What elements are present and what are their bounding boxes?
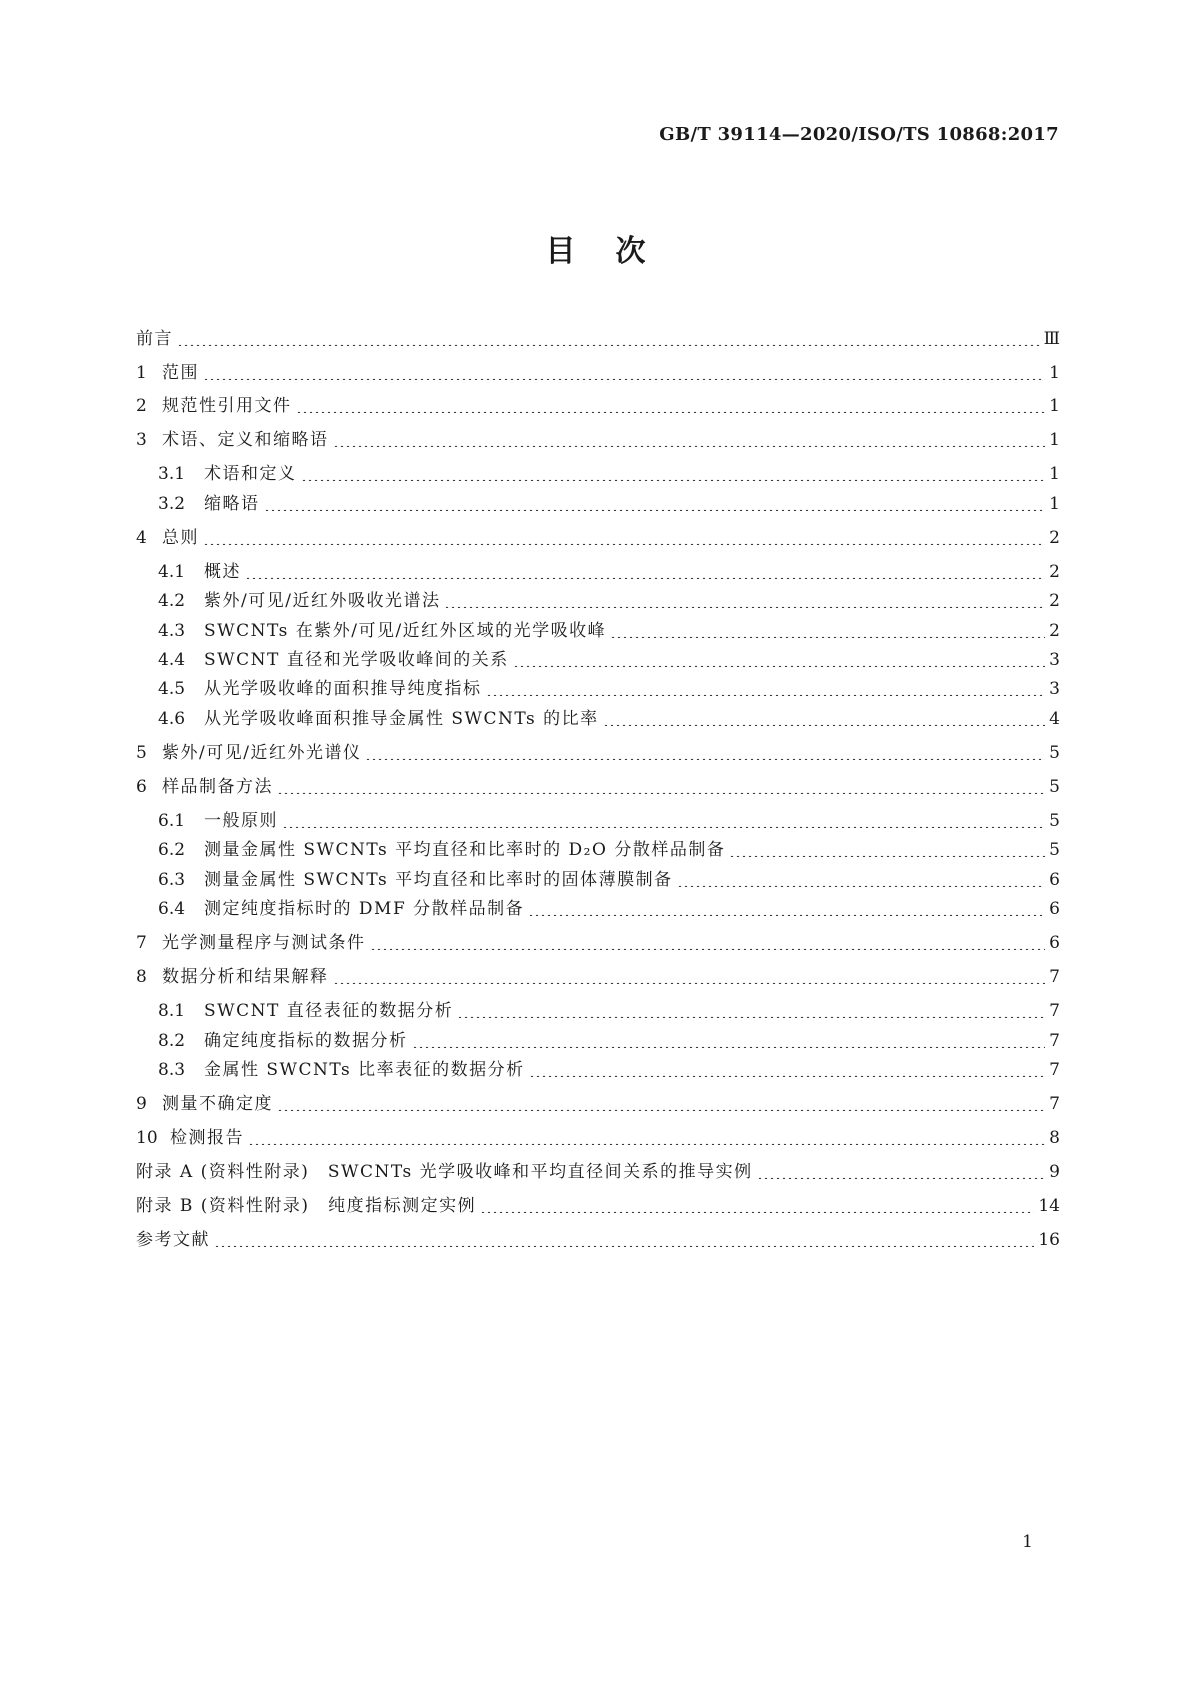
toc-entry[interactable] [136,391,1060,415]
toc-entry-number: 4.2 [158,591,186,611]
toc-entry[interactable] [136,425,1060,449]
toc-entry-page: 3 [1049,679,1060,699]
toc-entry-label: 紫外/可见/近红外吸收光谱法 [204,591,441,611]
toc-entry-label: 附录 B (资料性附录) 纯度指标测定实例 [136,1196,477,1216]
toc-entry-page: 2 [1049,591,1060,611]
toc-leader-dots [301,461,1046,481]
toc-entry-number: 2 [136,396,147,416]
toc-entry-number: 4.3 [158,621,186,641]
toc-entry-label: 从光学吸收峰面积推导金属性 SWCNTs 的比率 [204,709,599,729]
toc-entry-label: 缩略语 [204,494,260,514]
toc-entry[interactable] [158,674,1060,698]
toc-entry-label: 确定纯度指标的数据分析 [204,1031,408,1051]
toc-leader-dots [677,867,1046,887]
toc-leader-dots [729,837,1045,857]
toc-entry[interactable] [136,772,1060,796]
toc-entry-page: 5 [1049,811,1060,831]
toc-leader-dots [245,559,1045,579]
toc-leader-dots [480,1193,1034,1213]
toc-entry[interactable] [158,996,1060,1020]
toc-entry[interactable] [158,1026,1060,1050]
toc-entry-number: 6.2 [158,840,186,860]
toc-entry-page: 8 [1049,1128,1060,1148]
toc-entry[interactable] [136,358,1060,382]
toc-entry-number: 4 [136,528,147,548]
toc-entry-label: 术语和定义 [204,464,297,484]
toc-entry[interactable] [136,1157,1060,1181]
toc-entry-label: SWCNT 直径和光学吸收峰间的关系 [204,650,509,670]
toc-entry-page: 9 [1049,1162,1060,1182]
toc-entry-label: 范围 [162,363,199,383]
toc-entry[interactable] [136,1225,1060,1249]
toc-entry[interactable] [136,962,1060,986]
toc-entry-number: 9 [136,1094,147,1114]
toc-entry-label: SWCNTs 在紫外/可见/近红外区域的光学吸收峰 [204,621,607,641]
toc-entry-number: 10 [136,1128,158,1148]
toc-entry-page: 2 [1049,528,1060,548]
toc-leader-dots [444,588,1045,608]
toc-leader-dots [214,1227,1034,1247]
toc-entry-page: 1 [1049,363,1060,383]
toc-entry-label: 参考文献 [136,1230,210,1250]
toc-entry[interactable] [158,489,1060,513]
toc-leader-dots [177,326,1040,346]
toc-entry-label: 光学测量程序与测试条件 [162,933,366,953]
toc-entry[interactable] [158,704,1060,728]
toc-entry-number: 3.2 [158,494,186,514]
toc-entry[interactable] [158,586,1060,610]
toc-entry-label: 数据分析和结果解释 [162,967,329,987]
toc-entry-page: 5 [1049,777,1060,797]
toc-entry-label: 检测报告 [170,1128,244,1148]
toc-entry[interactable] [158,835,1060,859]
toc-leader-dots [264,491,1046,511]
toc-entry-page: Ⅲ [1043,329,1060,349]
toc-entry-number: 8 [136,967,147,987]
toc-entry-page: 1 [1049,494,1060,514]
toc-entry-page: 7 [1049,1001,1060,1021]
toc-leader-dots [610,618,1045,638]
toc-entry-label: 附录 A (资料性附录) SWCNTs 光学吸收峰和平均直径间关系的推导实例 [136,1162,753,1182]
toc-entry-page: 14 [1038,1196,1060,1216]
toc-entry-page: 3 [1049,650,1060,670]
toc-entry-page: 6 [1049,899,1060,919]
toc-entry-number: 4.6 [158,709,186,729]
toc-entry[interactable] [158,806,1060,830]
toc-entry-page: 16 [1038,1230,1060,1250]
toc-entry-label: 测量金属性 SWCNTs 平均直径和比率时的固体薄膜制备 [204,870,673,890]
toc-entry-label: 样品制备方法 [162,777,273,797]
toc-entry-label: 总则 [162,528,199,548]
toc-leader-dots [528,896,1045,916]
toc-leader-dots [513,647,1045,667]
toc-entry-label: 测量不确定度 [162,1094,273,1114]
toc-entry-number: 1 [136,363,147,383]
page-title: 目次 [545,234,686,269]
toc-entry[interactable] [158,645,1060,669]
toc-entry[interactable] [158,616,1060,640]
toc-entry-page: 7 [1049,967,1060,987]
toc-entry-number: 8.2 [158,1031,186,1051]
toc-entry-label: 紫外/可见/近红外光谱仪 [162,743,362,763]
toc-entry-number: 4.1 [158,562,186,582]
toc-entry-label: 测定纯度指标时的 DMF 分散样品制备 [204,899,525,919]
toc-entry-page: 1 [1049,430,1060,450]
toc-leader-dots [203,525,1045,545]
toc-entry-page: 1 [1049,464,1060,484]
toc-entry-page: 2 [1049,562,1060,582]
toc-entry[interactable] [136,523,1060,547]
page-number: 1 [1022,1532,1033,1552]
toc-entry-page: 6 [1049,870,1060,890]
toc-entry-number: 7 [136,933,147,953]
toc-entry[interactable] [136,1089,1060,1113]
toc-leader-dots [457,998,1045,1018]
toc-entry-page: 2 [1049,621,1060,641]
toc-entry-page: 6 [1049,933,1060,953]
toc-entry[interactable] [158,1055,1060,1079]
toc-leader-dots [277,774,1045,794]
toc-entry-page: 5 [1049,743,1060,763]
toc-entry-label: 概述 [204,562,241,582]
toc-leader-dots [486,676,1046,696]
toc-entry-number: 6.3 [158,870,186,890]
toc-leader-dots [248,1125,1045,1145]
toc-leader-dots [282,808,1045,828]
toc-leader-dots [365,740,1045,760]
toc-entry-label: SWCNT 直径表征的数据分析 [204,1001,454,1021]
toc-entry[interactable] [158,865,1060,889]
toc-entry-label: 金属性 SWCNTs 比率表征的数据分析 [204,1060,525,1080]
toc-entry-page: 1 [1049,396,1060,416]
toc-leader-dots [757,1159,1046,1179]
toc-entry-number: 4.4 [158,650,186,670]
toc-entry[interactable] [136,1123,1060,1147]
toc-leader-dots [412,1028,1046,1048]
toc-entry[interactable] [158,557,1060,581]
toc-leader-dots [529,1057,1046,1077]
toc-entry-page: 7 [1049,1094,1060,1114]
toc-entry-number: 6 [136,777,147,797]
document-code: GB/T 39114—2020/ISO/TS 10868:2017 [659,124,1059,145]
toc-entry-number: 3.1 [158,464,186,484]
toc-leader-dots [333,964,1046,984]
toc-entry-number: 5 [136,743,147,763]
toc-entry-page: 5 [1049,840,1060,860]
toc-entry-page: 7 [1049,1031,1060,1051]
toc-entry-label: 一般原则 [204,811,278,831]
toc-leader-dots [277,1091,1045,1111]
toc-entry-page: 7 [1049,1060,1060,1080]
toc-leader-dots [203,360,1045,380]
toc-entry[interactable] [136,738,1060,762]
toc-leader-dots [296,393,1046,413]
toc-entry[interactable] [136,324,1060,348]
toc-leader-dots [333,427,1046,447]
toc-entry-number: 4.5 [158,679,186,699]
toc-entry-number: 8.3 [158,1060,186,1080]
toc-entry-number: 6.4 [158,899,186,919]
toc-entry-number: 3 [136,430,147,450]
toc-entry-number: 8.1 [158,1001,186,1021]
toc-entry-number: 6.1 [158,811,186,831]
toc-entry-label: 规范性引用文件 [162,396,292,416]
toc-entry-label: 测量金属性 SWCNTs 平均直径和比率时的 D₂O 分散样品制备 [204,840,726,860]
toc-entry-label: 从光学吸收峰的面积推导纯度指标 [204,679,482,699]
toc-entry-label: 前言 [136,329,173,349]
toc-leader-dots [603,706,1046,726]
toc-entry-page: 4 [1049,709,1060,729]
toc-entry[interactable] [158,894,1060,918]
toc-entry-label: 术语、定义和缩略语 [162,430,329,450]
toc-entry[interactable] [158,459,1060,483]
toc-leader-dots [370,930,1046,950]
toc-entry[interactable] [136,1191,1060,1215]
toc-entry[interactable] [136,928,1060,952]
